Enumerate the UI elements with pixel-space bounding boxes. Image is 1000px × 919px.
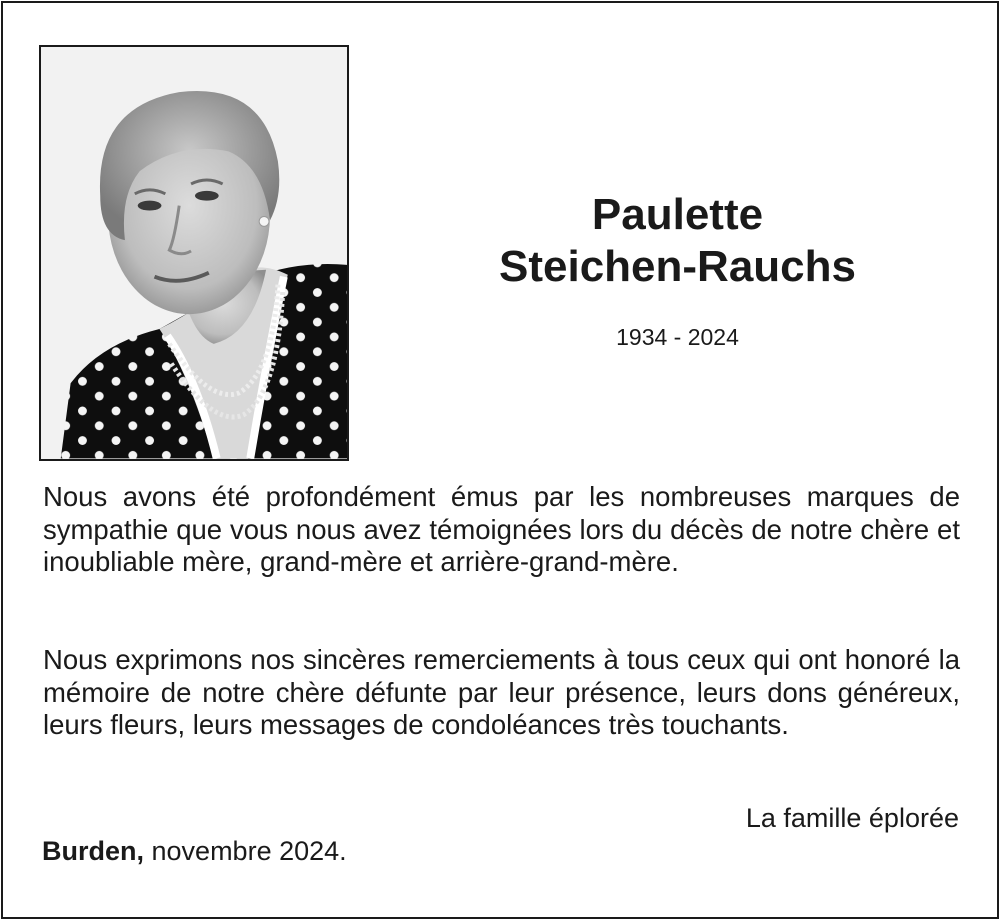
place-name: Burden,	[42, 836, 145, 866]
deceased-first-name: Paulette	[591, 190, 764, 239]
thanks-paragraph-2: Nous exprimons nos sincères remerciements à tous ceux qui ont honoré la mémoire de notre chère défunte par leur présence, leurs dons généreux, leurs fleurs, leurs messages de condoléances très touchants.	[43, 644, 960, 740]
notice-date: novembre 2024.	[144, 836, 347, 866]
place-date-line	[42, 836, 347, 867]
family-signature: La famille éplorée	[745, 803, 959, 833]
thanks-paragraph-1: Nous avons été profondément émus par les nombreuses marques de sympathie que vous nous avez témoignées lors du décès de notre chère et inoubliable mère, grand-mère et arrière-grand-mère.	[43, 481, 960, 577]
life-dates: 1934 - 2024	[616, 324, 739, 350]
portrait-photo	[39, 45, 349, 461]
deceased-last-name: Steichen-Rauchs	[499, 242, 856, 291]
portrait-photo-illustration	[41, 47, 347, 459]
